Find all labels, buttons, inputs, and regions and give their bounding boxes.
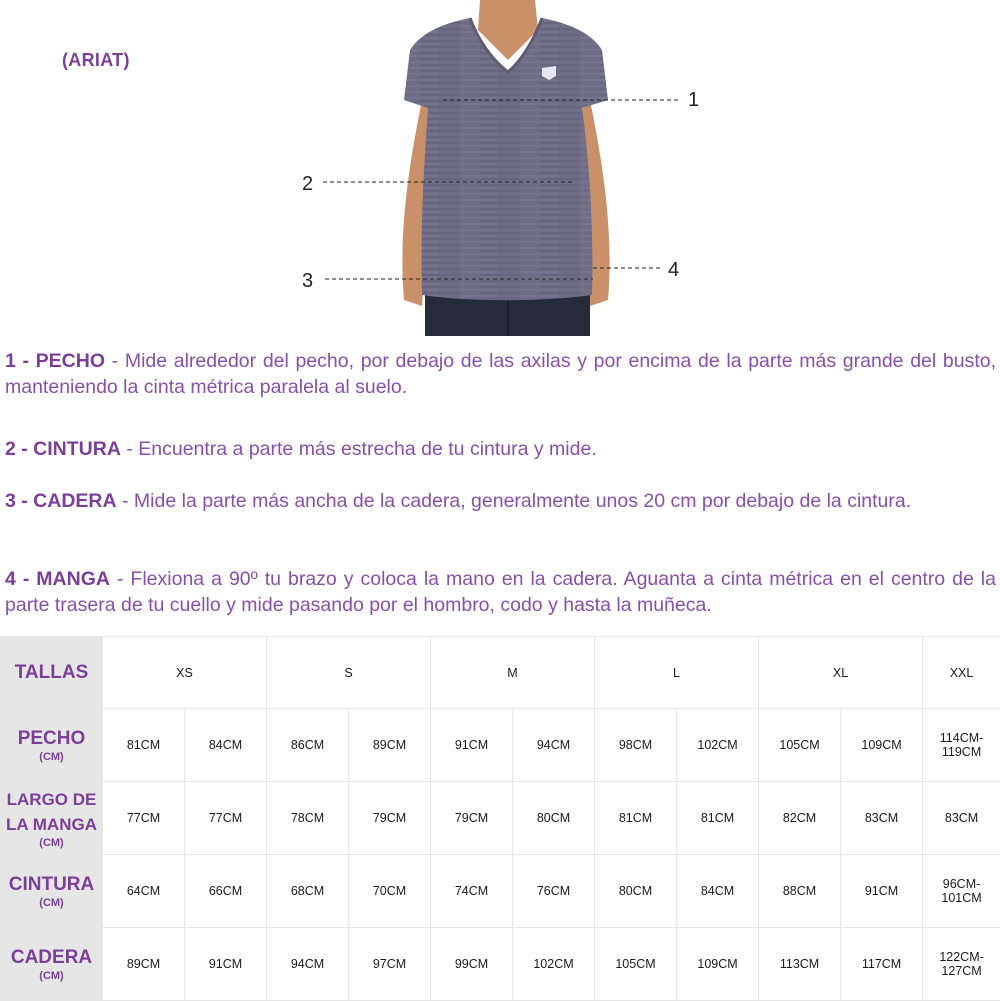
table-cell: 91CM bbox=[185, 928, 267, 1001]
table-cell: 81CM bbox=[677, 782, 759, 855]
marker-4: 4 bbox=[668, 259, 679, 281]
table-cell: 102CM bbox=[677, 709, 759, 782]
table-cell: 94CM bbox=[267, 928, 349, 1001]
table-cell: 68CM bbox=[267, 855, 349, 928]
table-cell: 96CM-101CM bbox=[923, 855, 1000, 928]
size-header: M bbox=[431, 637, 595, 709]
size-header: L bbox=[595, 637, 759, 709]
table-cell: 117CM bbox=[841, 928, 923, 1001]
table-cell: 109CM bbox=[841, 709, 923, 782]
table-row bbox=[1, 782, 1000, 855]
table-cell: 77CM bbox=[103, 782, 185, 855]
table-cell: 77CM bbox=[185, 782, 267, 855]
marker-3: 3 bbox=[302, 270, 313, 292]
marker-1: 1 bbox=[688, 89, 699, 111]
table-cell: 70CM bbox=[349, 855, 431, 928]
table-cell: 64CM bbox=[103, 855, 185, 928]
tallas-header: TALLAS bbox=[1, 637, 103, 709]
table-cell: 80CM bbox=[595, 855, 677, 928]
table-cell: 74CM bbox=[431, 855, 513, 928]
table-cell: 86CM bbox=[267, 709, 349, 782]
brand-label: (ARIAT) bbox=[62, 50, 130, 71]
table-cell: 113CM bbox=[759, 928, 841, 1001]
table-cell: 82CM bbox=[759, 782, 841, 855]
table-cell: 76CM bbox=[513, 855, 595, 928]
table-cell: 98CM bbox=[595, 709, 677, 782]
table-cell: 105CM bbox=[595, 928, 677, 1001]
table-row bbox=[1, 928, 1000, 1001]
table-row bbox=[1, 855, 1000, 928]
table-cell: 81CM bbox=[595, 782, 677, 855]
row-label-pecho: PECHO (CM) bbox=[1, 709, 103, 782]
row-label-largo-manga: LARGO DE LA MANGA (CM) bbox=[1, 782, 103, 855]
table-cell: 99CM bbox=[431, 928, 513, 1001]
table-cell: 102CM bbox=[513, 928, 595, 1001]
marker-2: 2 bbox=[302, 173, 313, 195]
size-header: XS bbox=[103, 637, 267, 709]
table-cell: 83CM bbox=[923, 782, 1000, 855]
size-header: XL bbox=[759, 637, 923, 709]
table-row bbox=[1, 709, 1000, 782]
table-cell: 97CM bbox=[349, 928, 431, 1001]
table-cell: 94CM bbox=[513, 709, 595, 782]
table-cell: 91CM bbox=[431, 709, 513, 782]
table-header-row bbox=[1, 637, 1000, 709]
table-cell: 84CM bbox=[677, 855, 759, 928]
table-cell: 81CM bbox=[103, 709, 185, 782]
description-manga: 4 - MANGA - Flexiona a 90º tu brazo y coloca la mano en la cadera. Aguanta a cinta métrica en el centro de la parte trasera de tu cuello y mide pasando por el hombro, codo y hasta la muñeca. bbox=[5, 566, 996, 618]
table-cell: 91CM bbox=[841, 855, 923, 928]
table-cell: 84CM bbox=[185, 709, 267, 782]
table-cell: 83CM bbox=[841, 782, 923, 855]
table-cell: 66CM bbox=[185, 855, 267, 928]
row-label-cadera: CADERA (CM) bbox=[1, 928, 103, 1001]
table-cell: 79CM bbox=[349, 782, 431, 855]
shirt bbox=[404, 18, 608, 300]
table-cell: 79CM bbox=[431, 782, 513, 855]
table-cell: 114CM-119CM bbox=[923, 709, 1000, 782]
table-cell: 89CM bbox=[103, 928, 185, 1001]
table-cell: 88CM bbox=[759, 855, 841, 928]
size-table bbox=[0, 636, 1000, 1001]
size-header: S bbox=[267, 637, 431, 709]
description-pecho: 1 - PECHO - Mide alrededor del pecho, por debajo de las axilas y por encima de la parte más grande del busto, manteniendo la cinta métrica paralela al suelo. bbox=[5, 348, 996, 400]
description-cintura: 2 - CINTURA - Encuentra a parte más estrecha de tu cintura y mide. bbox=[5, 436, 996, 462]
measurement-figure bbox=[280, 0, 720, 336]
table-cell: 80CM bbox=[513, 782, 595, 855]
table-cell: 109CM bbox=[677, 928, 759, 1001]
description-cadera: 3 - CADERA - Mide la parte más ancha de la cadera, generalmente unos 20 cm por debajo de la cintura. bbox=[5, 488, 996, 514]
row-label-cintura: CINTURA (CM) bbox=[1, 855, 103, 928]
size-header: XXL bbox=[923, 637, 1000, 709]
table-cell: 122CM-127CM bbox=[923, 928, 1000, 1001]
table-cell: 78CM bbox=[267, 782, 349, 855]
table-cell: 89CM bbox=[349, 709, 431, 782]
table-cell: 105CM bbox=[759, 709, 841, 782]
